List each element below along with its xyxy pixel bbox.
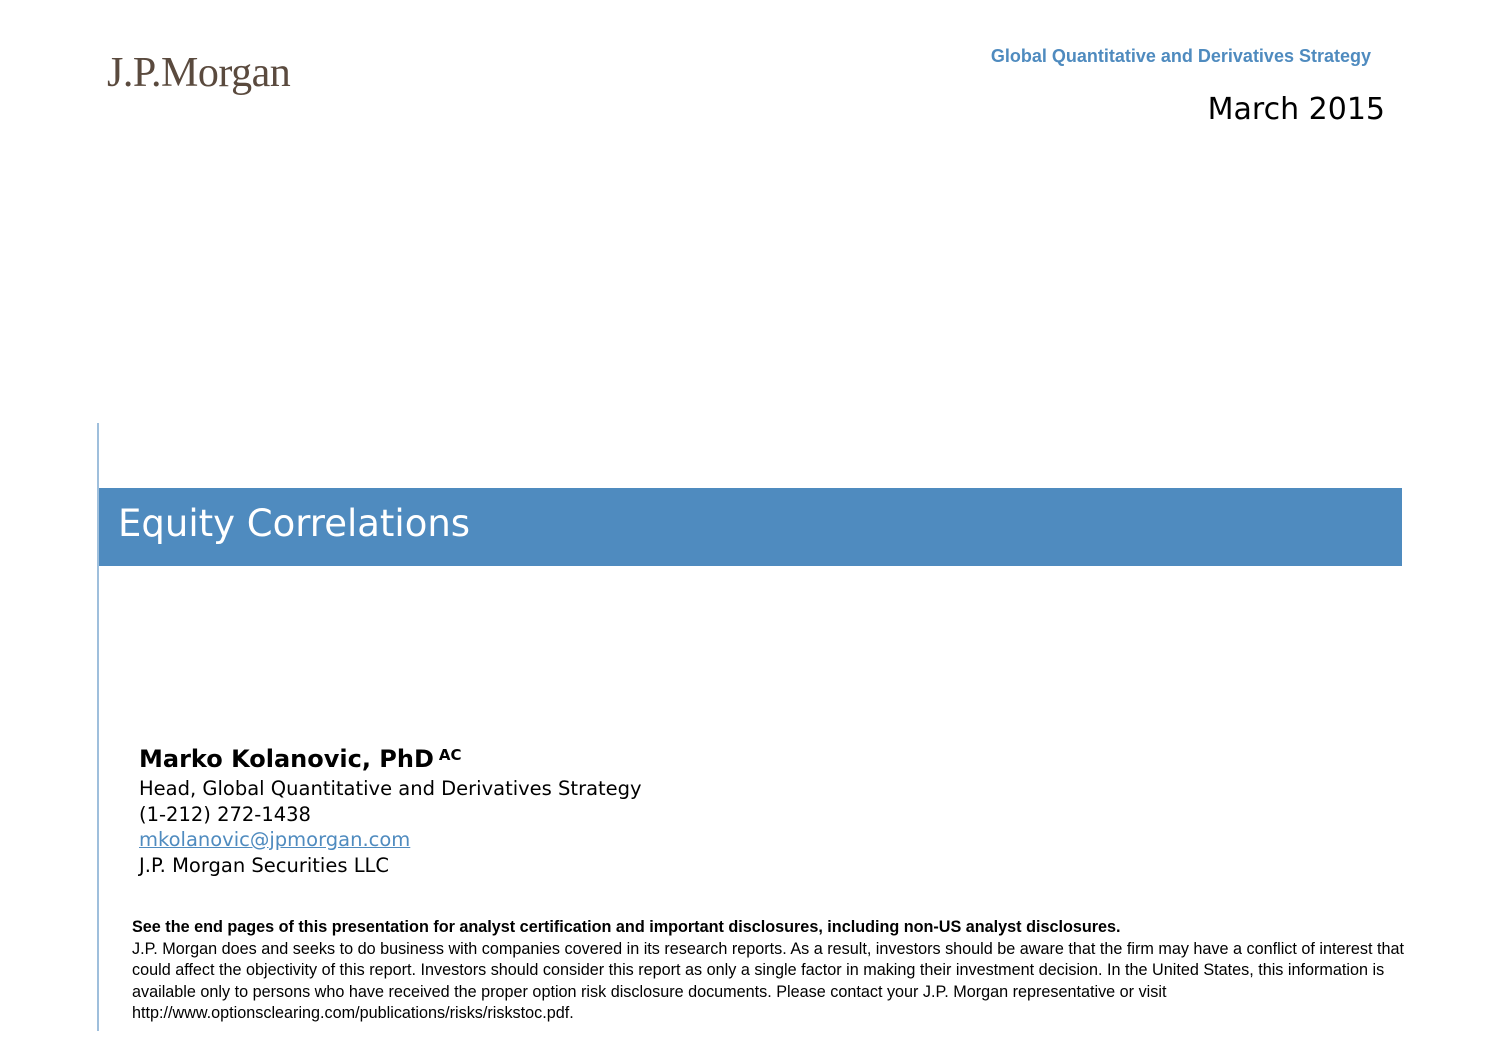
jpmorgan-logo: J.P.Morgan	[107, 50, 291, 96]
division-name: Global Quantitative and Derivatives Strategy	[990, 46, 1371, 66]
author-company: J.P. Morgan Securities LLC	[139, 853, 390, 877]
author-role: Head, Global Quantitative and Derivatives Strategy	[139, 777, 642, 800]
author-email-link[interactable]: mkolanovic@jpmorgan.com	[139, 828, 411, 851]
disclosure-text: J.P. Morgan does and seeks to do business with companies covered in its research reports. As a result, investors should be aware that the firm may have a conflict of interest that could affect the objectivity of this report. Investors should consider this report as only a single factor in making their investment decision. In the United States, this information is available only to persons who have received the proper option risk disclosure documents. Please contact your J.P. Morgan representative or visit http://www.optionsclearing.com/publications/risks/riskstoc.pdf.	[132, 939, 1404, 1022]
author-email-line	[139, 827, 642, 853]
title-band	[99, 488, 1402, 566]
report-date: March 2015	[1207, 92, 1385, 127]
analyst-certification-mark: AC	[438, 746, 462, 764]
disclosure-heading: See the end pages of this presentation for analyst certification and important disclosures, including non-US analyst disclosures.	[132, 918, 1121, 936]
author-block	[139, 742, 642, 878]
disclosure-block	[132, 917, 1442, 1025]
author-phone: (1-212) 272-1438	[139, 802, 311, 826]
author-name-line	[139, 742, 642, 776]
author-name: Marko Kolanovic, PhD	[139, 745, 434, 773]
page-title: Equity Correlations	[118, 502, 471, 545]
